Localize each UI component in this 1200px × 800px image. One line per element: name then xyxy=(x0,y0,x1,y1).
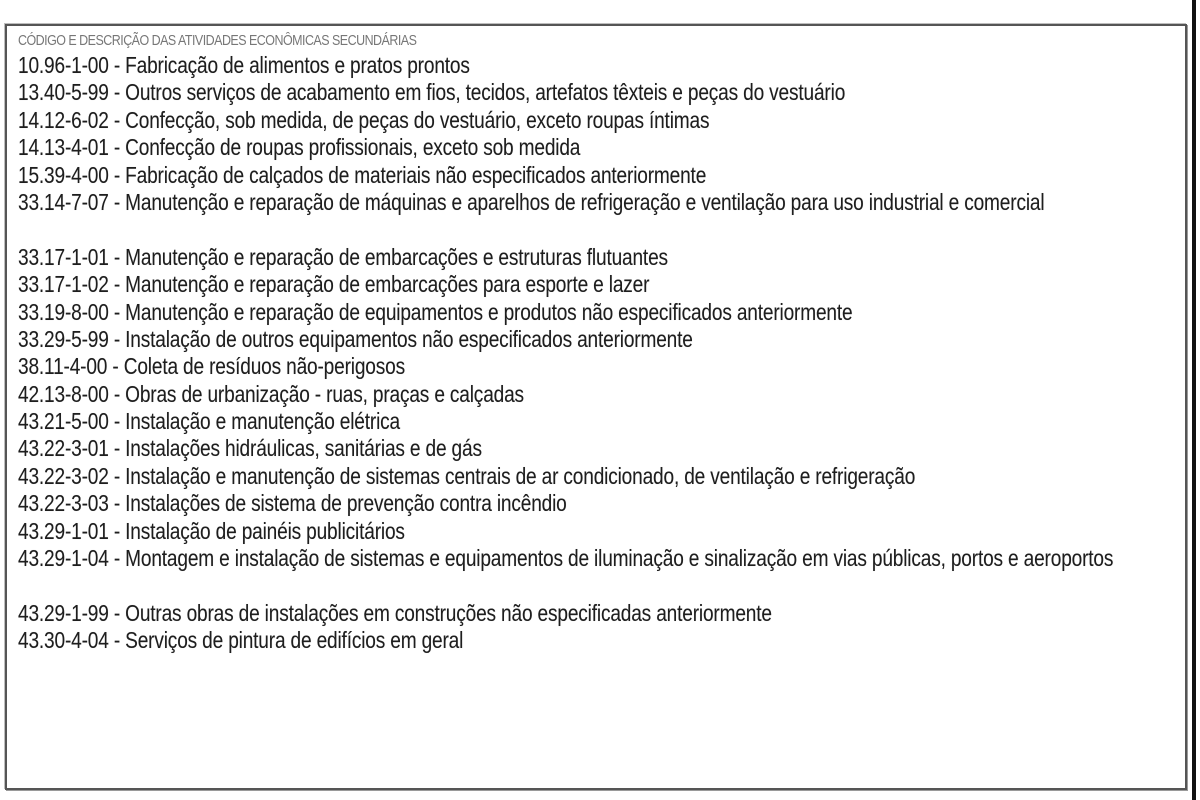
separator: - xyxy=(108,134,126,161)
separator: - xyxy=(107,353,124,380)
separator: - xyxy=(108,462,126,489)
section-title: CÓDIGO E DESCRIÇÃO DAS ATIVIDADES ECONÔMICAS SECUNDÁRIAS xyxy=(18,33,417,49)
activity-code: 43.29-1-04 xyxy=(18,545,109,572)
separator: - xyxy=(108,599,126,626)
activity-description: Instalações de sistema de prevenção contra incêndio xyxy=(125,490,567,517)
activity-item xyxy=(18,244,1122,271)
separator: - xyxy=(108,325,126,352)
activity-description: Instalação e manutenção elétrica xyxy=(125,408,401,435)
separator: - xyxy=(108,298,126,325)
activity-item xyxy=(18,326,1122,353)
activity-item xyxy=(18,627,1122,654)
activity-description: Instalação de painéis publicitários xyxy=(125,517,405,544)
activity-description: Manutenção e reparação de embarcações para esporte e lazer xyxy=(125,271,650,298)
activity-code: 14.13-4-01 xyxy=(18,134,109,161)
activity-description: Outras obras de instalações em construções não especificadas anteriormente xyxy=(125,599,772,626)
separator: - xyxy=(108,545,126,572)
activity-item xyxy=(18,545,1122,600)
activity-description: Confecção, sob medida, de peças do vestuário, exceto roupas íntimas xyxy=(125,106,710,133)
activity-code: 43.22-3-01 xyxy=(18,435,109,462)
activity-code: 43.22-3-02 xyxy=(18,462,109,489)
activity-description: Montagem e instalação de sistemas e equipamentos de iluminação e sinalização em vias públicas, portos e aeroportos xyxy=(125,545,1114,572)
separator: - xyxy=(108,79,126,106)
activity-item xyxy=(18,52,1122,79)
separator: - xyxy=(108,490,126,517)
activity-code: 33.14-7-07 xyxy=(18,188,109,215)
activity-code: 13.40-5-99 xyxy=(18,79,109,106)
separator: - xyxy=(108,517,126,544)
activity-item xyxy=(18,353,1122,380)
activity-code: 33.29-5-99 xyxy=(18,325,109,352)
activity-item xyxy=(18,134,1122,161)
page-edge-rule xyxy=(1192,0,1196,800)
separator: - xyxy=(108,271,126,298)
activity-description: Confecção de roupas profissionais, exceto sob medida xyxy=(125,134,581,161)
activity-description: Manutenção e reparação de equipamentos e produtos não especificados anteriormente xyxy=(125,298,853,325)
separator: - xyxy=(108,52,126,78)
activity-item xyxy=(18,435,1122,462)
activity-code: 33.17-1-02 xyxy=(18,271,109,298)
activity-item xyxy=(18,79,1122,106)
activity-description: Manutenção e reparação de máquinas e aparelhos de refrigeração e ventilação para uso industrial e comercial xyxy=(125,188,1045,215)
separator: - xyxy=(108,408,126,435)
box-content xyxy=(18,30,1179,655)
activity-code: 33.17-1-01 xyxy=(18,243,109,270)
separator: - xyxy=(108,161,126,188)
activity-item xyxy=(18,408,1122,435)
activity-item xyxy=(18,600,1122,627)
activity-item xyxy=(18,299,1122,326)
activity-item xyxy=(18,189,1122,244)
activity-code: 38.11-4-00 xyxy=(18,353,108,380)
activity-description: Outros serviços de acabamento em fios, tecidos, artefatos têxteis e peças do vestuário xyxy=(125,79,846,106)
activity-item xyxy=(18,162,1122,189)
activity-code: 43.29-1-01 xyxy=(18,517,109,544)
activity-code: 43.30-4-04 xyxy=(18,627,109,654)
activity-code: 15.39-4-00 xyxy=(18,161,109,188)
activity-item xyxy=(18,271,1122,298)
activity-description: Serviços de pintura de edifícios em geral xyxy=(125,627,464,654)
activity-code: 43.21-5-00 xyxy=(18,408,109,435)
separator: - xyxy=(108,435,126,462)
activity-item xyxy=(18,518,1122,545)
activity-description: Fabricação de calçados de materiais não especificados anteriormente xyxy=(125,161,707,188)
separator: - xyxy=(108,106,126,133)
activity-item xyxy=(18,381,1122,408)
activity-description: Instalação de outros equipamentos não especificados anteriormente xyxy=(125,325,693,352)
activity-item xyxy=(18,490,1122,517)
activity-code: 43.29-1-99 xyxy=(18,599,109,626)
activity-code: 14.12-6-02 xyxy=(18,106,109,133)
separator: - xyxy=(108,380,126,407)
secondary-activities-box xyxy=(5,24,1187,790)
activity-description: Instalação e manutenção de sistemas centrais de ar condicionado, de ventilação e refrigeração xyxy=(125,462,916,489)
activity-description: Obras de urbanização - ruas, praças e calçadas xyxy=(125,380,524,407)
activity-description: Coleta de resíduos não-perigosos xyxy=(123,353,405,380)
separator: - xyxy=(108,243,126,270)
activity-list xyxy=(18,52,1179,655)
separator: - xyxy=(108,627,126,654)
activity-item xyxy=(18,463,1122,490)
activity-code: 43.22-3-03 xyxy=(18,490,109,517)
activity-code: 10.96-1-00 xyxy=(18,52,109,78)
activity-description: Instalações hidráulicas, sanitárias e de gás xyxy=(125,435,482,462)
activity-code: 42.13-8-00 xyxy=(18,380,109,407)
activity-code: 33.19-8-00 xyxy=(18,298,109,325)
activity-item xyxy=(18,107,1122,134)
activity-description: Fabricação de alimentos e pratos prontos xyxy=(125,52,470,78)
activity-description: Manutenção e reparação de embarcações e estruturas flutuantes xyxy=(125,243,668,270)
separator: - xyxy=(108,188,126,215)
